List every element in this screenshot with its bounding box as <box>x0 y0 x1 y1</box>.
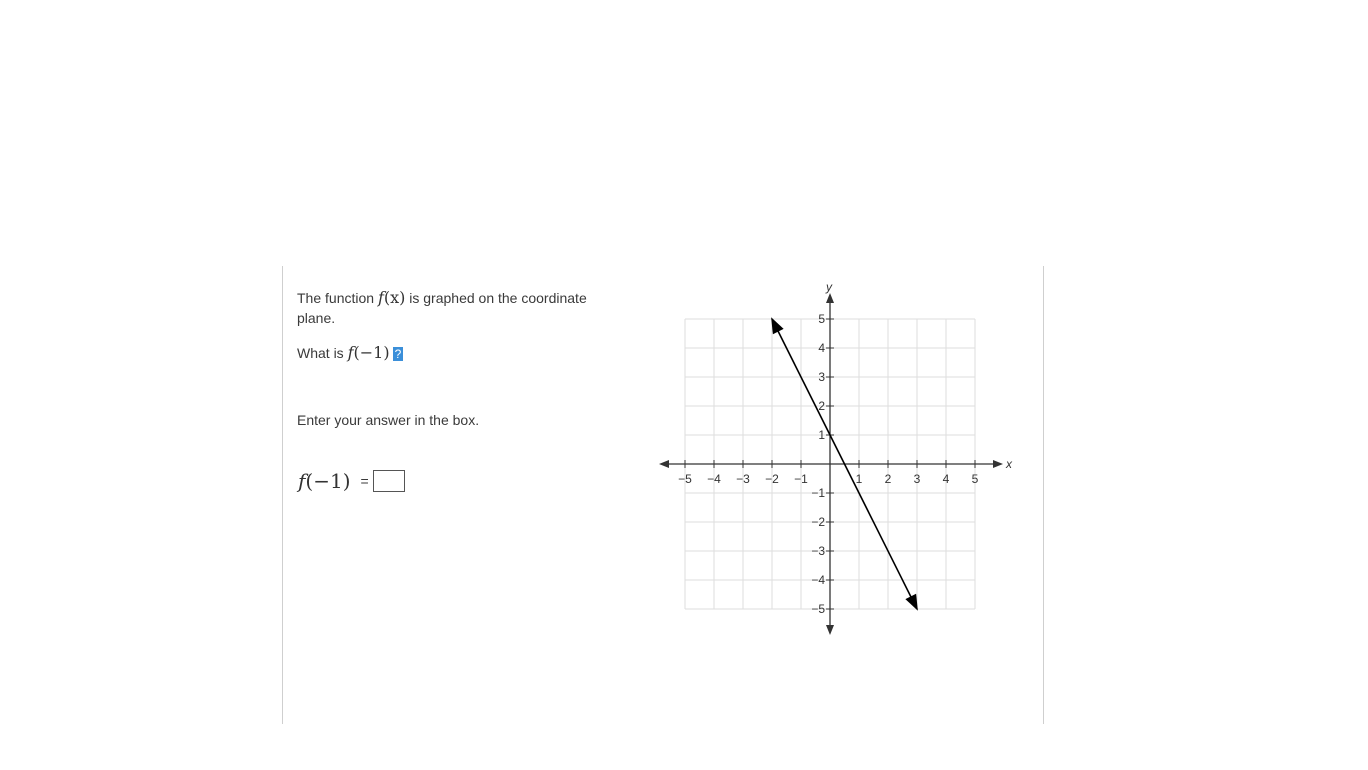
y-tick-label: 1 <box>818 428 825 442</box>
x-tick-label: 2 <box>884 472 892 486</box>
prompt-function-argument: (−1) <box>353 343 390 362</box>
y-tick-label: −5 <box>811 602 825 616</box>
statement-suffix: is graphed on the coordinate plane. <box>297 290 587 326</box>
axes <box>659 280 1013 635</box>
y-tick-label: 2 <box>818 399 825 413</box>
coordinate-plane <box>660 278 1010 633</box>
answer-function-argument: (−1) <box>305 469 351 493</box>
x-axis-arrow-left <box>659 460 669 468</box>
x-tick-label: −4 <box>707 472 721 486</box>
prompt-function-name: f <box>347 343 354 362</box>
prompt-prefix: What is <box>297 345 348 361</box>
function-argument: (x) <box>383 288 406 307</box>
y-tick-label: 4 <box>818 341 825 355</box>
x-tick-label: −1 <box>794 472 808 486</box>
function-line-arrow-end <box>905 594 918 611</box>
help-question-mark: ? <box>394 347 402 361</box>
x-tick-label: 4 <box>942 472 950 486</box>
equals-sign: = <box>360 473 369 489</box>
answer-input[interactable] <box>373 470 405 492</box>
x-tick-label: 3 <box>913 472 921 486</box>
x-axis-arrow-right <box>993 460 1003 468</box>
instruction-text: Enter your answer in the box. <box>297 412 480 428</box>
x-tick-label: 1 <box>855 472 863 486</box>
y-tick-label: 3 <box>818 370 825 384</box>
y-tick-label: −2 <box>811 515 825 529</box>
y-tick-label: −3 <box>811 544 825 558</box>
x-tick-label: 5 <box>971 472 979 486</box>
function-name: f <box>377 288 384 307</box>
y-axis-label: y <box>826 280 832 294</box>
question-statement <box>297 288 617 328</box>
function-line-arrow-start <box>771 317 784 334</box>
x-axis-label: x <box>1006 457 1012 471</box>
statement-prefix: The function <box>297 290 378 306</box>
y-tick-label: −4 <box>811 573 825 587</box>
y-axis-arrow-up <box>826 293 834 303</box>
x-tick-label: −5 <box>678 472 692 486</box>
question-prompt <box>297 343 403 364</box>
answer-row <box>298 467 405 495</box>
answer-function-name: f <box>298 469 306 493</box>
y-tick-label: −1 <box>811 486 825 500</box>
x-tick-label: −2 <box>765 472 779 486</box>
y-tick-label: 5 <box>818 312 825 326</box>
x-tick-label: −3 <box>736 472 750 486</box>
